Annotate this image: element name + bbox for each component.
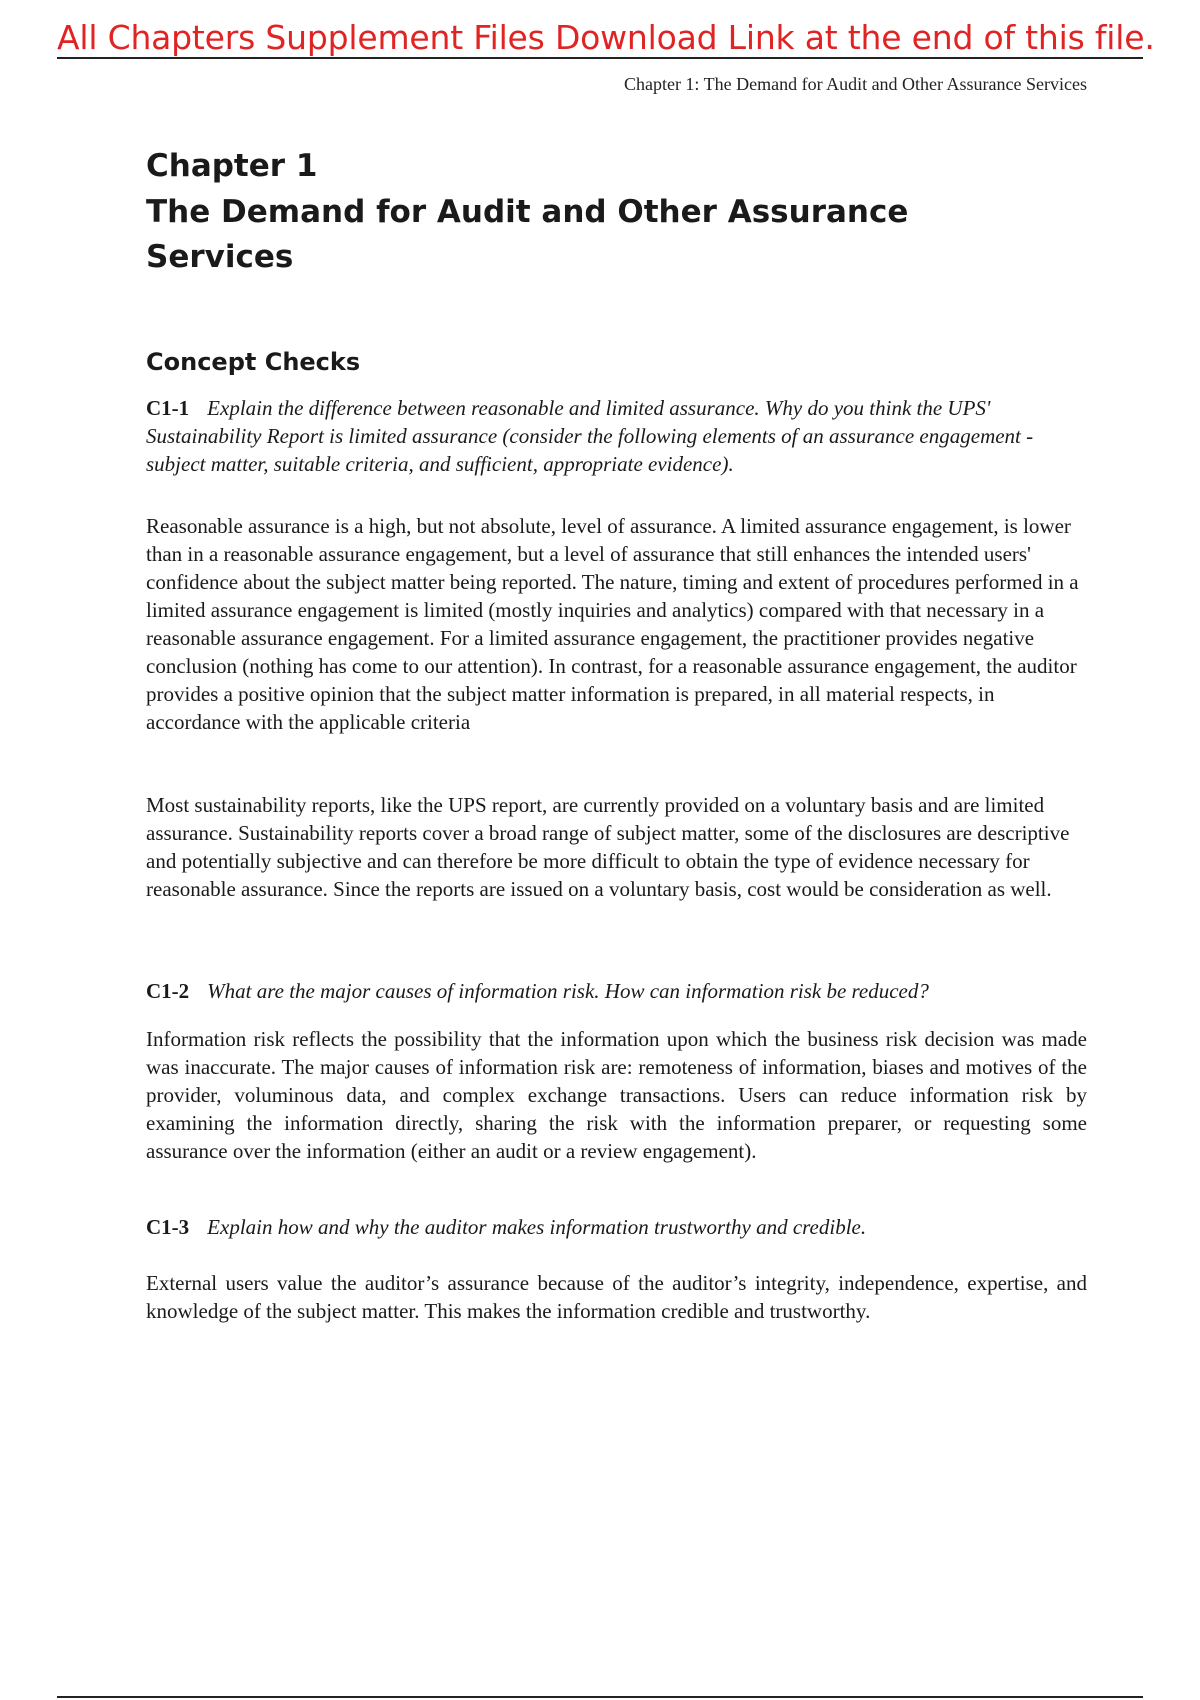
question-number: C1-3 — [146, 1215, 190, 1239]
question-number: C1-2 — [146, 979, 190, 1003]
download-link-banner[interactable]: All Chapters Supplement Files Download Link at the end of this file. — [57, 18, 1155, 57]
question-number: C1-1 — [146, 396, 190, 420]
chapter-title: The Demand for Audit and Other Assurance Services — [146, 194, 909, 275]
footer-divider — [57, 1696, 1143, 1698]
question-c1-1 — [146, 394, 1087, 478]
page-content — [146, 142, 1087, 1323]
section-heading: Concept Checks — [146, 348, 361, 376]
answer-paragraph: Reasonable assurance is a high, but not absolute, level of assurance. A limited assurance engagement, is lower than in a reasonable assurance engagement, but a level of assurance that still enhances the intended users' confidence about the subject matter being reported. The nature, timing and extent of procedures performed in a limited assurance engagement is limited (mostly inquiries and analytics) compared with that necessary in a reasonable assurance engagement. For a limited assurance engagement, the practitioner provides negative conclusion (nothing has come to our attention). In contrast, for a reasonable assurance engagement, the auditor provides a positive opinion that the subject matter information is prepared, in all material respects, in accordance with the applicable criteria — [146, 514, 1079, 734]
question-text: What are the major causes of information risk. How can information risk be reduced? — [207, 979, 929, 1003]
question-text: Explain how and why the auditor makes information trustworthy and credible. — [207, 1215, 867, 1239]
chapter-label: Chapter 1 — [146, 148, 318, 184]
answer-paragraph: Information risk reflects the possibility that the information upon which the business risk decision was made was inaccurate. The major causes of information risk are: remoteness of information, biases and motives of the provider, voluminous data, and complex exchange transactions. Users can reduce information risk by examining the information directly, sharing the risk with the information preparer, or requesting some assurance over the information (either an audit or a review engagement). — [146, 1027, 1087, 1163]
running-header: Chapter 1: The Demand for Audit and Other Assurance Services — [623, 74, 1087, 94]
banner-divider — [57, 57, 1143, 59]
question-c1-2 — [146, 977, 1087, 1005]
answer-paragraph: Most sustainability reports, like the UPS report, are currently provided on a voluntary basis and are limited assurance. Sustainability reports cover a broad range of subject matter, some of the disclosures are descriptive and potentially subjective and can therefore be more difficult to obtain the type of evidence necessary for reasonable assurance. Since the reports are issued on a voluntary basis, cost would be consideration as well. — [146, 793, 1070, 901]
question-text: Explain the difference between reasonable and limited assurance. Why do you think the UPS' Sustainability Report is limited assurance (consider the following elements of an assurance engagement - subject matter, suitable criteria, and sufficient, appropriate evidence). — [146, 396, 1034, 476]
answer-paragraph: External users value the auditor’s assurance because of the auditor’s integrity, independence, expertise, and knowledge of the subject matter. This makes the information credible and trustworthy. — [146, 1271, 1087, 1323]
question-c1-3 — [146, 1213, 1087, 1241]
